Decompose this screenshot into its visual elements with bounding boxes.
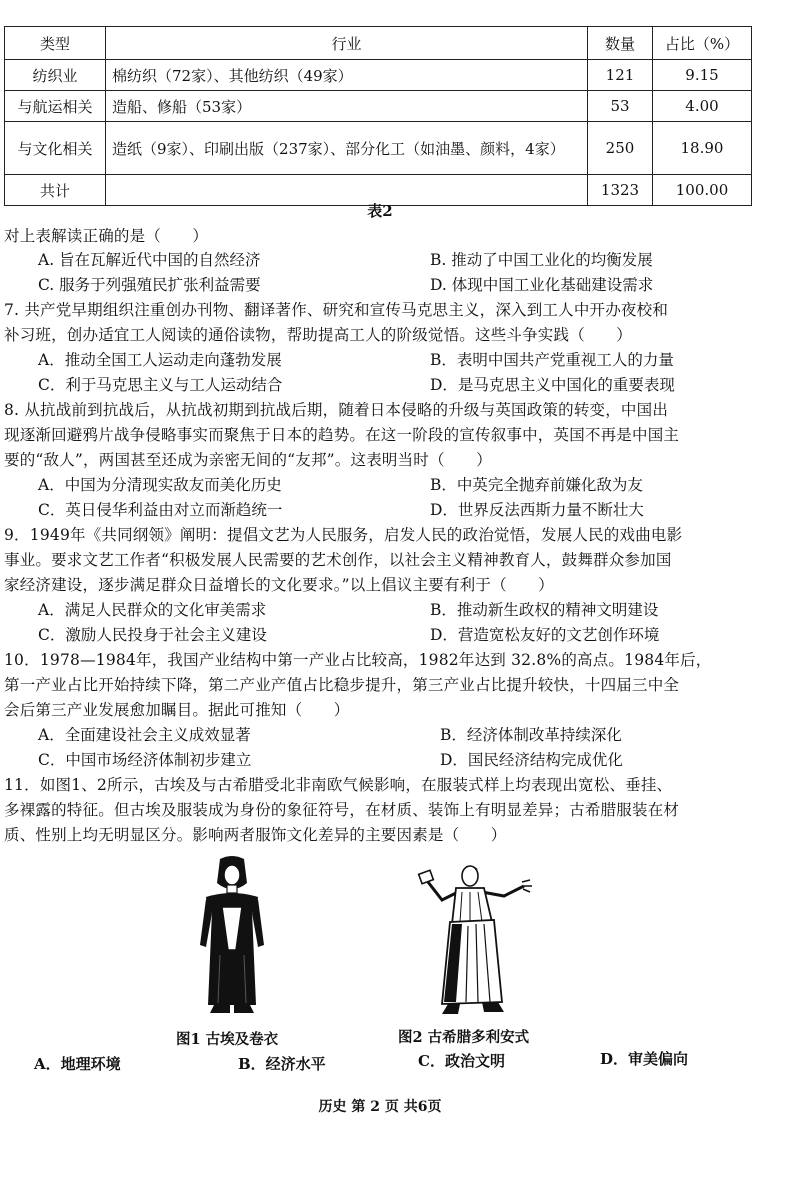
q10-option-c: C．中国市场经济体制初步建立 xyxy=(38,751,252,769)
table-row xyxy=(5,91,752,122)
cell-ratio: 18.90 xyxy=(653,122,752,175)
q10-stem-line-2: 第一产业占比开始持续下降，第二产业产值占比稳步提升，第三产业占比提升较快，十四届三中全 xyxy=(4,676,680,694)
q6-option-a: A. 旨在瓦解近代中国的自然经济 xyxy=(38,251,261,269)
q11-option-b: B．经济水平 xyxy=(238,1055,326,1073)
q8-stem-line-1: 8. 从抗战前到抗战后，从抗战初期到抗战后期，随着日本侵略的升级与英国政策的转变，中国出 xyxy=(4,401,669,419)
q7-option-b: B．表明中国共产党重视工人的力量 xyxy=(430,351,674,369)
q7-stem-line-1: 7. 共产党早期组织注重创办刊物、翻译著作、研究和宣传马克思主义，深入到工人中开办夜校和 xyxy=(4,301,669,319)
cell-type: 与文化相关 xyxy=(5,122,106,175)
q10-stem-line-1: 10．1978—1984年，我国产业结构中第一产业占比较高，1982年达到 32.8%的高点。1984年后， xyxy=(4,651,712,669)
q8-option-c: C．英日侵华利益由对立而渐趋统一 xyxy=(38,501,283,519)
figure-2-caption: 图2 古希腊多利安式 xyxy=(398,1029,530,1046)
cell-ratio: 4.00 xyxy=(653,91,752,122)
header-type: 类型 xyxy=(5,27,106,60)
page-footer: 历史 第 2 页 共6页 xyxy=(318,1099,442,1115)
q11-stem-line-3: 质、性别上均无明显区分。影响两者服饰文化差异的主要因素是（ ） xyxy=(4,826,507,844)
table-row xyxy=(5,60,752,91)
q8-stem-line-3: 要的“敌人”，两国甚至还成为亲密无间的“友邦”。这表明当时（ ） xyxy=(4,451,492,469)
cell-type: 与航运相关 xyxy=(5,91,106,122)
q6-option-d: D. 体现中国工业化基础建设需求 xyxy=(430,276,654,294)
cell-count: 121 xyxy=(588,60,653,91)
q7-option-c: C．利于马克思主义与工人运动结合 xyxy=(38,376,283,394)
header-count: 数量 xyxy=(588,27,653,60)
q11-option-a: A．地理环境 xyxy=(34,1055,121,1073)
q8-option-b: B．中英完全抛弃前嫌化敌为友 xyxy=(430,476,643,494)
q6-stem: 对上表解读正确的是（ ） xyxy=(4,227,209,245)
q9-stem-line-2: 事业。要求文艺工作者“积极发展人民需要的艺术创作，以社会主义精神教育人，鼓舞群众参加国 xyxy=(4,551,672,569)
cell-count: 1323 xyxy=(588,175,653,206)
q9-stem-line-3: 家经济建设，逐步满足群众日益增长的文化要求。”以上倡议主要有利于（ ） xyxy=(4,576,554,594)
cell-industry: 棉纺织（72家）、其他纺织（49家） xyxy=(106,60,588,91)
figure-1-caption: 图1 古埃及卷衣 xyxy=(176,1031,279,1048)
q6-option-b: B. 推动了中国工业化的均衡发展 xyxy=(430,251,653,269)
table-row xyxy=(5,122,752,175)
q6-option-c: C. 服务于列强殖民扩张利益需要 xyxy=(38,276,261,294)
q10-option-b: B．经济体制改革持续深化 xyxy=(440,726,622,744)
q8-option-d: D．世界反法西斯力量不断壮大 xyxy=(430,501,644,519)
egyptian-figure-illustration xyxy=(192,855,272,1020)
q9-option-c: C．激励人民投身于社会主义建设 xyxy=(38,626,267,644)
q10-stem-line-3: 会后第三产业发展愈加瞩目。据此可推知（ ） xyxy=(4,701,350,719)
q11-stem-line-1: 11．如图1、2所示，古埃及与古希腊受北非南欧气候影响，在服装式样上均表现出宽松、垂挂、 xyxy=(4,776,673,794)
q11-option-c: C．政治文明 xyxy=(418,1052,505,1070)
cell-type: 共计 xyxy=(5,175,106,206)
header-industry: 行业 xyxy=(106,27,588,60)
greek-figure-illustration xyxy=(412,862,542,1020)
q9-stem-line-1: 9．1949年《共同纲领》阐明：提倡文艺为人民服务，启发人民的政治觉悟，发展人民的戏曲电影 xyxy=(4,526,683,544)
q7-stem-line-2: 补习班，创办适宜工人阅读的通俗读物，帮助提高工人的阶级觉悟。这些斗争实践（ ） xyxy=(4,326,633,344)
header-ratio: 占比（%） xyxy=(653,27,752,60)
cell-industry: 造船、修船（53家） xyxy=(106,91,588,122)
q11-stem-line-2: 多裸露的特征。但古埃及服装成为身份的象征符号，在材质、装饰上有明显差异；古希腊服装在材 xyxy=(4,801,680,819)
q7-option-d: D．是马克思主义中国化的重要表现 xyxy=(430,376,675,394)
q9-option-d: D．营造宽松友好的文艺创作环境 xyxy=(430,626,660,644)
table-caption: 表2 xyxy=(367,202,393,220)
q8-stem-line-2: 现逐渐回避鸦片战争侵略事实而聚焦于日本的趋势。在这一阶段的宣传叙事中，英国不再是中国主 xyxy=(4,426,680,444)
cell-industry: 造纸（9家）、印刷出版（237家）、部分化工（如油墨、颜料，4家） xyxy=(106,122,588,175)
q9-option-a: A．满足人民群众的文化审美需求 xyxy=(38,601,267,619)
cell-type: 纺织业 xyxy=(5,60,106,91)
q7-option-a: A．推动全国工人运动走向蓬勃发展 xyxy=(38,351,282,369)
industry-table xyxy=(4,26,752,206)
q8-option-a: A．中国为分清现实敌友而美化历史 xyxy=(38,476,282,494)
q9-option-b: B．推动新生政权的精神文明建设 xyxy=(430,601,659,619)
q11-option-d: D．审美偏向 xyxy=(600,1050,689,1068)
cell-ratio: 100.00 xyxy=(653,175,752,206)
cell-ratio: 9.15 xyxy=(653,60,752,91)
cell-count: 53 xyxy=(588,91,653,122)
q10-option-a: A．全面建设社会主义成效显著 xyxy=(38,726,251,744)
q10-option-d: D．国民经济结构完成优化 xyxy=(440,751,623,769)
cell-count: 250 xyxy=(588,122,653,175)
